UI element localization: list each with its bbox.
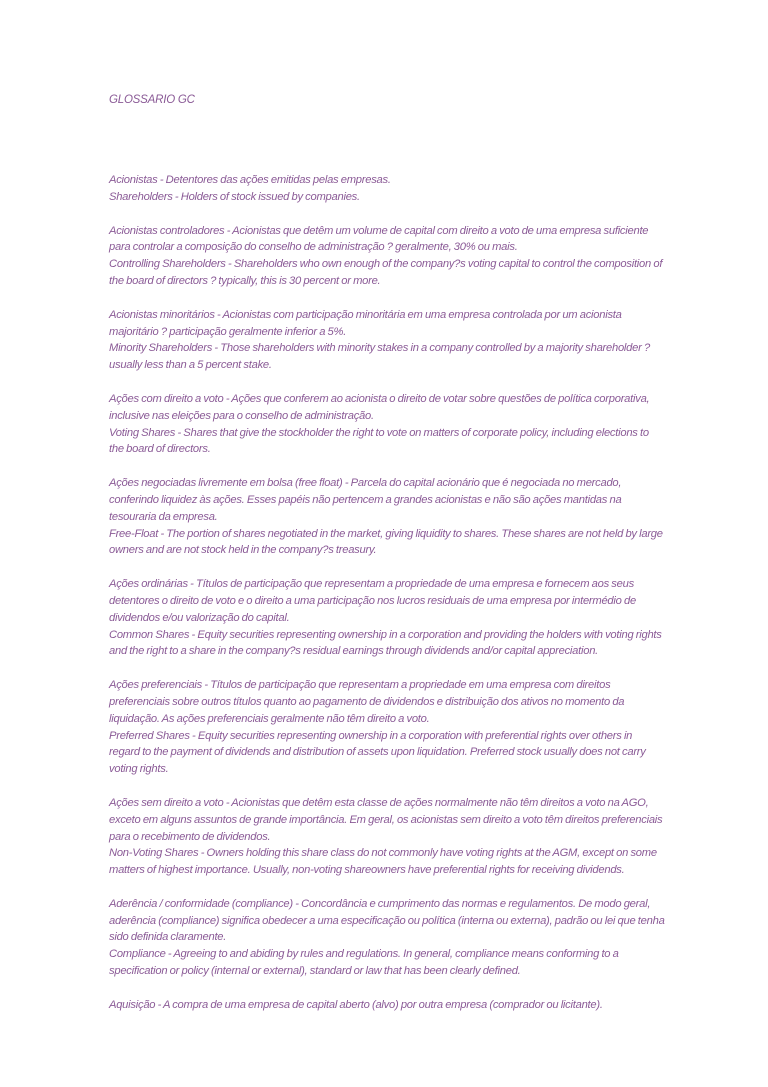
glossary-entry: [109, 223, 665, 290]
entry-portuguese: Acionistas minoritários - Acionistas com participação minoritária em uma empresa controlada por um acionista majoritário ? participação geralmente inferior a 5%.: [109, 308, 622, 338]
entry-portuguese: Aquisição - A compra de uma empresa de capital aberto (alvo) por outra empresa (comprador ou licitante).: [109, 998, 603, 1011]
entry-english: Free-Float - The portion of shares negotiated in the market, giving liquidity to shares. These shares are not held by large owners and are not stock held in the company?s treasury.: [109, 527, 663, 557]
entry-portuguese: Ações negociadas livremente em bolsa (free float) - Parcela do capital acionário que é negociada no mercado, conferindo liquidez às ações. Esses papéis não pertencem a grandes acionistas e não são ações mantidas na tesouraria da empresa.: [109, 477, 622, 523]
glossary-entry: [109, 896, 665, 980]
entry-english: Voting Shares - Shares that give the stockholder the right to vote on matters of corporate policy, including elections to the board of directors.: [109, 426, 649, 456]
glossary-entry: [109, 576, 665, 660]
entry-english: Minority Shareholders - Those shareholders with minority stakes in a company controlled by a majority shareholder ? usually less than a 5 percent stake.: [109, 342, 650, 372]
glossary-entry: [109, 795, 665, 879]
glossary-entry: [109, 677, 665, 778]
entry-english: Controlling Shareholders - Shareholders who own enough of the company?s voting capital to control the composition of the board of directors ? typically, this is 30 percent or more.: [109, 258, 663, 287]
glossary-entry: [109, 172, 665, 206]
entry-english: Non-Voting Shares - Owners holding this share class do not commonly have voting rights at the AGM, except on some matters of highest importance. Usually, non-voting shareowners have preferential rights for receiving dividends.: [109, 847, 657, 877]
entry-portuguese: Ações sem direito a voto - Acionistas que detêm esta classe de ações normalmente não têm direitos a voto na AGO, exceto em alguns assuntos de grande importância. Em geral, os acionistas sem direito a voto têm direitos preferenciais para o recebimento de dividendos.: [109, 796, 663, 843]
document-title: GLOSSARIO GC: [109, 94, 195, 106]
glossary-entries: [109, 172, 665, 1031]
glossary-entry: [109, 307, 665, 374]
entry-portuguese: Ações preferenciais - Títulos de participação que representam a propriedade em uma empresa com direitos preferenciais sobre outros títulos quanto ao pagamento de dividendos e distribuição dos ativos no momento da liquidação. As ações preferenciais geralmente não têm direito a voto.: [109, 679, 625, 725]
entry-english: Compliance - Agreeing to and abiding by rules and regulations. In general, compliance means conforming to a specification or policy (internal or external), standard or law that has been clearly defined.: [109, 948, 619, 978]
entry-portuguese: Acionistas controladores - Acionistas que detêm um volume de capital com direito a voto de uma empresa suficiente para controlar a composição do conselho de administração ? geralmente, 30% ou mais.: [109, 224, 649, 254]
entry-portuguese: Ações ordinárias - Títulos de participação que representam a propriedade de uma empresa e fornecem aos seus detentores o direito de voto e o direito a uma participação nos lucros residuais de uma empresa por intermédio de dividendos e/ou valorização do capital.: [109, 578, 636, 624]
entry-english: Shareholders - Holders of stock issued by companies.: [109, 190, 360, 203]
entry-portuguese: Ações com direito a voto - Ações que conferem ao acionista o direito de votar sobre questões de política corporativa, inclusive nas eleições para o conselho de administração.: [109, 392, 650, 422]
entry-portuguese: Acionistas - Detentores das ações emitidas pelas empresas.: [109, 174, 391, 186]
entry-english: Preferred Shares - Equity securities representing ownership in a corporation with preferential rights over others in regard to the payment of dividends and distribution of assets upon liquidation. Preferred stock usually does not carry voting rights.: [109, 729, 646, 776]
glossary-entry: [109, 391, 665, 458]
glossary-entry: [109, 475, 665, 559]
glossary-entry: [109, 997, 665, 1014]
entry-portuguese: Aderência / conformidade (compliance) - Concordância e cumprimento das normas e regulamentos. De modo geral, aderência (compliance) significa obedecer a uma especificação ou política (interna ou externa), padrão ou lei que tenha sido definida claramente.: [109, 897, 665, 944]
entry-english: Common Shares - Equity securities representing ownership in a corporation and providing the holders with voting rights and the right to a share in the company?s residual earnings through dividends and/or capital appreciation.: [109, 628, 662, 658]
